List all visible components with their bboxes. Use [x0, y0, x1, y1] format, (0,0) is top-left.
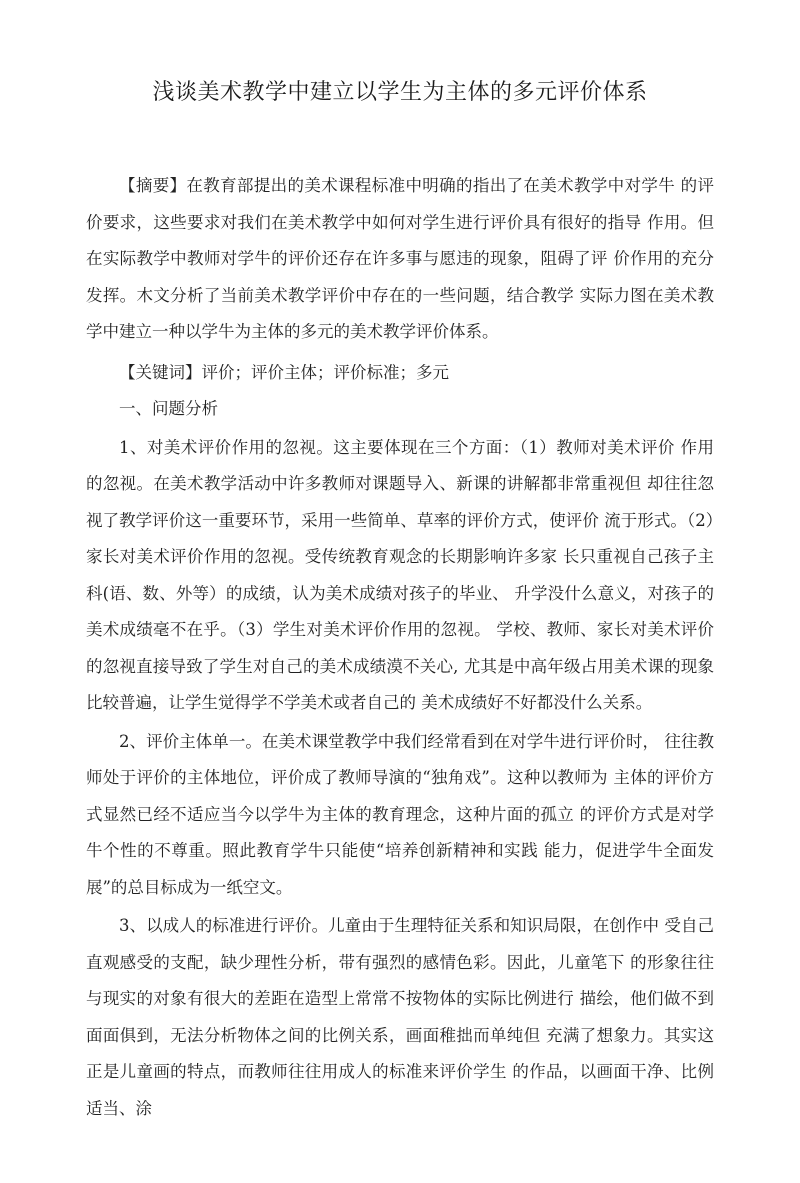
- body-paragraph-3: 3、以成人的标准进行评价。儿童由于生理特征关系和知识局限，在创作中 受自己直观感受的支配，缺少理性分析，带有强烈的感情色彩。因此，儿童笔下 的形象往往与现实的对象有很大的差距在造型上常常不按物体的实际比例进行 描绘，他们做不到面面俱到，无法分析物体之间的比例关系，画面稚拙而单纯但 充满了想象力。其实这正是儿童画的特点，而教师往往用成人的标准来评价学生 的作品，以画面干净、比例适当、涂: [86, 916, 714, 1118]
- section-heading: 一、问题分析: [119, 399, 218, 418]
- body-paragraph-1: 1、对美术评价作用的忽视。这主要体现在三个方面：（1）教师对美术评价 作用的忽视。在美术教学活动中许多教师对课题导入、新课的讲解都非常重视但 却往往忽视了教学评价这一重要环节，采用一些简单、草率的评价方式，使评价 流于形式。（2）家长对美术评价作用的忽视。受传统教育观念的长期影响许多家 长只重视自己孩子主科(语、数、外等）的成绩，认为美术成绩对孩子的毕业、 升学没什么意义，对孩子的美术成绩毫不在乎。（3）学生对美术评价作用的忽视。 学校、教师、家长对美术评价的忽视直接导致了学生对自己的美术成绩漠不关心, 尤其是中高年级占用美术课的现象比较普遍，让学生觉得学不学美术或者自己的 美术成绩好不好都没什么关系。: [86, 437, 714, 712]
- body-paragraph-2: 2、评价主体单一。在美术课堂教学中我们经常看到在对学牛进行评价时， 往往教师处于评价的主体地位，评价成了教师导演的“独角戏”。这种以教师为 主体的评价方式显然已经不适应当今以学牛为主体的教育理念，这种片面的孤立 的评价方式是对学牛个性的不尊重。照此教育学牛只能使“培养创新精神和实践 能力，促进学牛全面发展”的总目标成为一纸空文。: [86, 731, 714, 897]
- document-title: 浅谈美术教学中建立以学生为主体的多元评价体系: [152, 80, 648, 105]
- keywords-paragraph: 【关键词】评价；评价主体；评价标准；多元: [119, 362, 449, 382]
- abstract-paragraph: 【摘要】在教育部提出的美术课程标准中明确的指出了在美术教学中对学牛 的评价要求，这些要求对我们在美术教学中如何对学生进行评价具有很好的指导 作用。但在实际教学中教师对学牛的评价还存在许多事与愿违的现象，阻碍了评 价作用的充分发挥。木文分析了当前美术教学评价中存在的一些问题，结合教学 实际力图在美术教学中建立一种以学牛为主体的多元的美术教学评价体系。: [86, 176, 714, 341]
- document-body: [86, 168, 714, 1127]
